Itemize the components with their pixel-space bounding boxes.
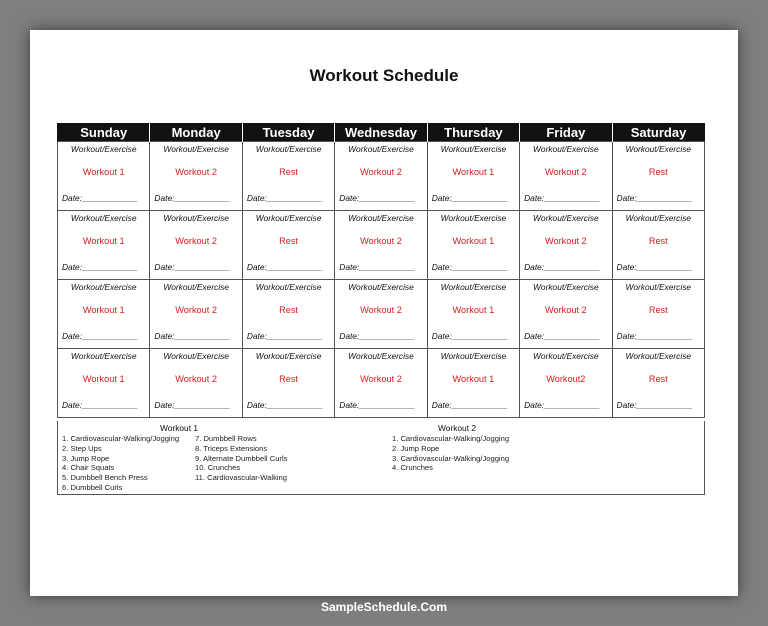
cell-workout-label: Rest (648, 305, 668, 315)
cell-workout-label: Workout 2 (360, 374, 402, 384)
cell-date-field: Date:____________ (524, 331, 601, 341)
schedule-table (57, 123, 705, 418)
schedule-cell (335, 349, 427, 418)
workout2-item: 4. Crunches (392, 463, 433, 473)
cell-header-label: Workout/Exercise (163, 213, 229, 223)
cell-header-label: Workout/Exercise (255, 144, 322, 154)
cell-date-field: Date:____________ (62, 193, 138, 203)
cell-workout-label: Workout 2 (544, 236, 587, 246)
cell-workout-label: Workout 1 (452, 167, 495, 177)
cell-date-field: Date:____________ (246, 331, 323, 341)
cell-date-field: Date:____________ (62, 331, 138, 341)
cell-workout-label: Workout 1 (82, 236, 125, 246)
day-header-tuesday: Tuesday (242, 123, 334, 142)
cell-header-label: Workout/Exercise (70, 213, 137, 223)
day-header-monday: Monday (150, 123, 242, 142)
workout1-item: 9. Alternate Dumbbell Curls (195, 453, 288, 463)
schedule-cell (58, 349, 150, 418)
cell-header-label: Workout/Exercise (625, 213, 692, 223)
cell-date-field: Date:____________ (62, 400, 138, 410)
cell-workout-label: Workout 2 (360, 167, 402, 177)
cell-workout-label: Rest (279, 167, 298, 177)
workout1-item: 1. Cardiovascular-Walking/Jogging (62, 434, 180, 443)
cell-workout-label: Workout 1 (452, 374, 495, 384)
cell-header-label: Workout/Exercise (440, 213, 507, 223)
cell-workout-label: Rest (279, 305, 298, 315)
cell-date-field: Date:____________ (431, 400, 508, 410)
cell-date-field: Date:____________ (246, 400, 323, 410)
cell-header-label: Workout/Exercise (533, 351, 599, 361)
cell-date-field: Date:____________ (154, 400, 231, 410)
cell-workout-label: Workout 1 (82, 167, 125, 177)
schedule-cell (242, 349, 334, 418)
schedule-cell (427, 211, 519, 280)
cell-workout-label: Workout 2 (544, 167, 587, 177)
cell-workout-label: Workout 2 (175, 236, 217, 246)
cell-workout-label: Rest (648, 236, 668, 246)
cell-workout-label: Rest (648, 374, 668, 384)
cell-header-label: Workout/Exercise (70, 351, 137, 361)
cell-date-field: Date:____________ (616, 262, 693, 272)
week-row (58, 142, 705, 211)
cell-workout-label: Rest (279, 236, 298, 246)
workout1-item: 10. Crunches (195, 463, 241, 473)
schedule-cell (427, 280, 519, 349)
cell-header-label: Workout/Exercise (440, 282, 507, 292)
workout2-item: 2. Jump Rope (392, 443, 440, 453)
schedule-cell (520, 211, 612, 280)
cell-date-field: Date:____________ (154, 331, 231, 341)
schedule-cell (427, 349, 519, 418)
workout1-title: Workout 1 (160, 423, 199, 433)
cell-header-label: Workout/Exercise (348, 213, 414, 223)
cell-header-label: Workout/Exercise (255, 282, 322, 292)
schedule-cell (612, 349, 704, 418)
cell-header-label: Workout/Exercise (348, 144, 414, 154)
schedule-cell (242, 211, 334, 280)
cell-header-label: Workout/Exercise (163, 144, 229, 154)
cell-workout-label: Rest (648, 167, 668, 177)
watermark-footer: SampleSchedule.Com (320, 600, 448, 614)
cell-date-field: Date:____________ (616, 193, 693, 203)
schedule-cell (335, 280, 427, 349)
cell-date-field: Date:____________ (62, 262, 138, 272)
schedule-cell (520, 142, 612, 211)
workout2-item: 1. Cardiovascular-Walking/Jogging (392, 434, 510, 443)
schedule-cell (58, 142, 150, 211)
cell-date-field: Date:____________ (431, 262, 508, 272)
workout2-item: 3. Cardiovascular-Walking/Jogging (392, 453, 510, 463)
workout1-item: 6. Dumbbell Curls (62, 482, 123, 492)
cell-workout-label: Rest (279, 374, 298, 384)
cell-header-label: Workout/Exercise (348, 282, 414, 292)
workout2-title: Workout 2 (438, 423, 477, 433)
workout-notes (57, 421, 705, 495)
cell-date-field: Date:____________ (154, 262, 231, 272)
cell-date-field: Date:____________ (339, 400, 416, 410)
cell-workout-label: Workout 1 (452, 236, 495, 246)
cell-header-label: Workout/Exercise (625, 144, 692, 154)
cell-date-field: Date:____________ (339, 331, 416, 341)
cell-header-label: Workout/Exercise (440, 351, 507, 361)
workout1-item: 11. Cardiovascular-Walking (195, 473, 288, 483)
cell-date-field: Date:____________ (431, 193, 508, 203)
schedule-cell (612, 211, 704, 280)
cell-workout-label: Workout 2 (175, 167, 217, 177)
cell-header-label: Workout/Exercise (625, 351, 692, 361)
cell-header-label: Workout/Exercise (255, 351, 322, 361)
day-header-thursday: Thursday (427, 123, 519, 142)
workout1-item: 8. Triceps Extensions (195, 443, 268, 453)
page-title: Workout Schedule (309, 66, 459, 85)
cell-header-label: Workout/Exercise (533, 144, 599, 154)
cell-workout-label: Workout2 (546, 374, 586, 384)
day-header-friday: Friday (520, 123, 612, 142)
schedule-cell (58, 280, 150, 349)
cell-date-field: Date:____________ (246, 193, 323, 203)
cell-workout-label: Workout 2 (544, 305, 587, 315)
workout1-item: 7. Dumbbell Rows (195, 434, 257, 443)
day-header-wednesday: Wednesday (335, 123, 427, 142)
cell-header-label: Workout/Exercise (70, 282, 137, 292)
cell-date-field: Date:____________ (246, 262, 323, 272)
cell-workout-label: Workout 2 (360, 305, 402, 315)
week-row (58, 349, 705, 418)
schedule-cell (612, 280, 704, 349)
cell-header-label: Workout/Exercise (255, 213, 322, 223)
schedule-cell (58, 211, 150, 280)
cell-header-label: Workout/Exercise (163, 351, 229, 361)
day-header-saturday: Saturday (612, 123, 704, 142)
schedule-cell (335, 142, 427, 211)
schedule-cell (242, 280, 334, 349)
cell-workout-label: Workout 1 (82, 305, 125, 315)
schedule-cell (150, 280, 242, 349)
cell-workout-label: Workout 1 (82, 374, 125, 384)
cell-header-label: Workout/Exercise (625, 282, 692, 292)
schedule-cell (612, 142, 704, 211)
week-row (58, 211, 705, 280)
cell-header-label: Workout/Exercise (70, 144, 137, 154)
cell-date-field: Date:____________ (154, 193, 231, 203)
schedule-cell (520, 349, 612, 418)
cell-workout-label: Workout 2 (360, 236, 402, 246)
day-header-row (58, 123, 705, 142)
schedule-cell (335, 211, 427, 280)
workout2-list (392, 434, 509, 473)
cell-date-field: Date:____________ (616, 331, 693, 341)
cell-header-label: Workout/Exercise (533, 213, 599, 223)
workout1-item: 3. Jump Rope (62, 453, 110, 463)
cell-header-label: Workout/Exercise (348, 351, 414, 361)
workout1-list-col2 (195, 434, 287, 483)
week-row (58, 280, 705, 349)
schedule-cell (150, 211, 242, 280)
cell-date-field: Date:____________ (524, 262, 601, 272)
cell-workout-label: Workout 1 (452, 305, 495, 315)
cell-date-field: Date:____________ (616, 400, 693, 410)
schedule-cell (427, 142, 519, 211)
cell-workout-label: Workout 2 (175, 374, 217, 384)
cell-date-field: Date:____________ (431, 331, 508, 341)
cell-header-label: Workout/Exercise (533, 282, 599, 292)
cell-date-field: Date:____________ (524, 400, 601, 410)
schedule-cell (150, 349, 242, 418)
cell-date-field: Date:____________ (524, 193, 601, 203)
workout1-item: 4. Chair Squats (62, 463, 115, 473)
schedule-cell (242, 142, 334, 211)
workout1-list-col1 (62, 434, 179, 493)
cell-workout-label: Workout 2 (175, 305, 217, 315)
cell-date-field: Date:____________ (339, 193, 416, 203)
schedule-cell (520, 280, 612, 349)
workout1-item: 2. Step Ups (62, 443, 102, 453)
workout1-item: 5. Dumbbell Bench Press (62, 473, 148, 483)
cell-header-label: Workout/Exercise (163, 282, 229, 292)
cell-header-label: Workout/Exercise (440, 144, 507, 154)
schedule-cell (150, 142, 242, 211)
day-header-sunday: Sunday (58, 123, 150, 142)
cell-date-field: Date:____________ (339, 262, 416, 272)
